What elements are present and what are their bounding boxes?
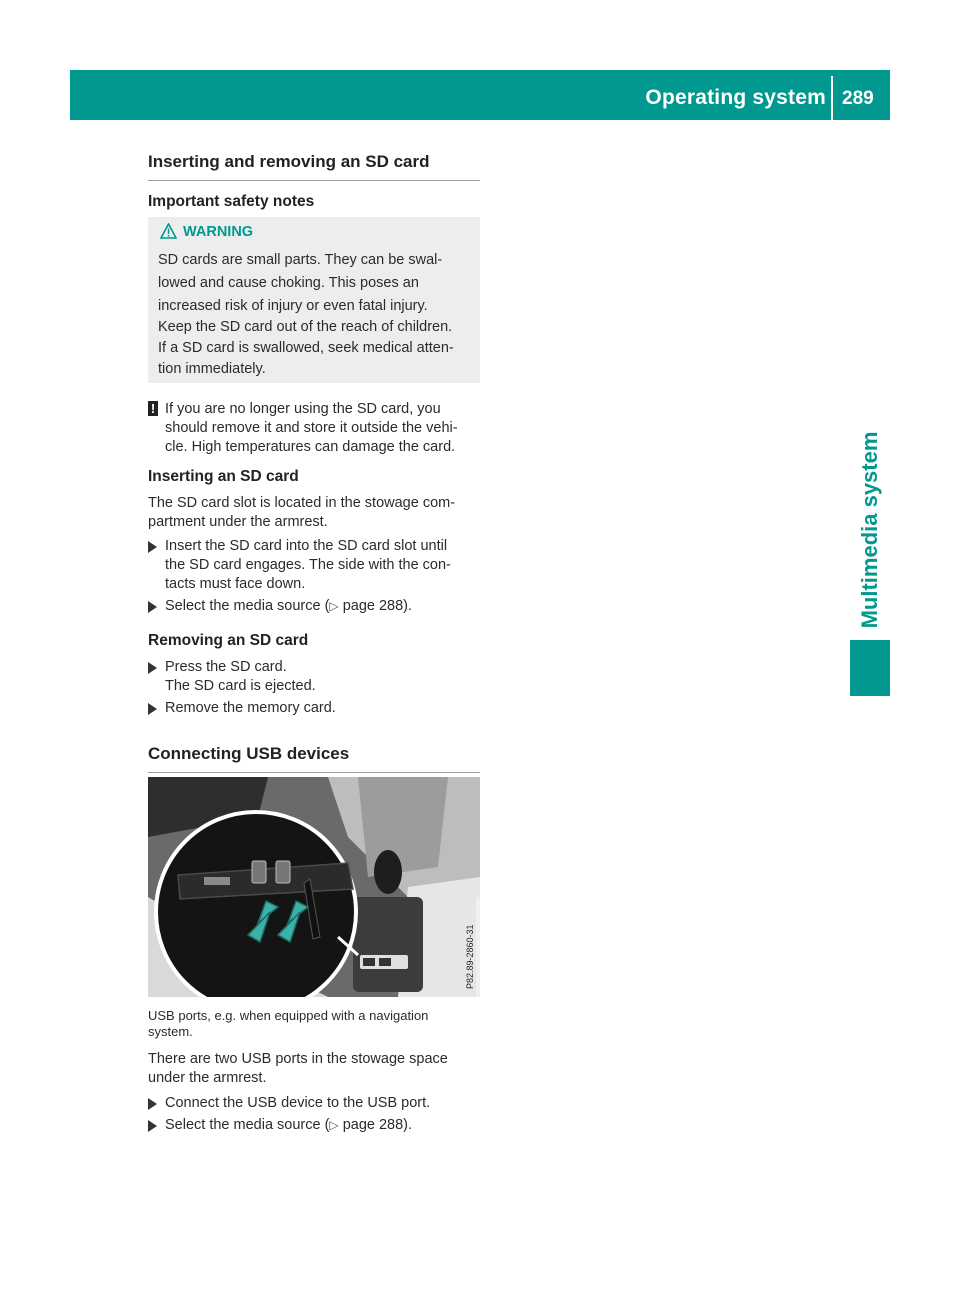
warning-text-line: Keep the SD card out of the reach of children.	[158, 319, 453, 335]
page-ref-icon: ▷	[329, 1118, 339, 1132]
paragraph-line: The SD card slot is located in the stowage com-	[148, 495, 456, 511]
arrow-bullet-icon	[148, 541, 157, 553]
warning-text-line: SD cards are small parts. They can be swal-	[158, 252, 443, 268]
warning-text-line: increased risk of injury or even fatal injury.	[158, 298, 428, 314]
step-line	[165, 1116, 482, 1135]
arrow-bullet-icon	[148, 1120, 157, 1132]
header-divider	[831, 76, 833, 120]
side-tab-label: Multimedia system	[857, 431, 882, 629]
page-number: 289	[842, 88, 874, 109]
step-line: tacts must face down.	[165, 576, 306, 592]
instruction-step	[148, 537, 482, 594]
instruction-step	[148, 1094, 482, 1113]
instruction-step	[148, 658, 482, 696]
usb-ports-photo	[148, 777, 480, 997]
step-line: Remove the memory card.	[165, 700, 336, 716]
image-code: P82.89-2860-31	[465, 924, 475, 989]
instruction-step	[148, 1116, 482, 1135]
note-paragraph	[148, 400, 482, 457]
step-line: the SD card engages. The side with the con-	[165, 557, 451, 573]
inserting-intro	[148, 494, 482, 532]
photo-caption	[148, 1008, 482, 1040]
paragraph-line: under the armrest.	[148, 1070, 267, 1086]
page-reference-link[interactable]: page 288).	[342, 1117, 413, 1133]
step-line: Insert the SD card into the SD card slot until	[165, 538, 448, 554]
subtitle-inserting: Inserting an SD card	[148, 468, 299, 485]
arrow-bullet-icon	[148, 662, 157, 674]
arrow-bullet-icon	[148, 1098, 157, 1110]
warning-text-line: tion immediately.	[158, 361, 266, 377]
warning-triangle-icon	[160, 223, 177, 239]
instruction-step	[148, 597, 482, 616]
caption-line: USB ports, e.g. when equipped with a navigation	[148, 1008, 429, 1023]
page-ref-icon: ▷	[329, 599, 339, 613]
warning-box	[148, 217, 480, 383]
step-text: Select the media source (	[165, 1117, 330, 1133]
subtitle-safety-notes: Important safety notes	[148, 193, 315, 210]
header-title: Operating system	[645, 86, 826, 109]
step-line: The SD card is ejected.	[165, 678, 316, 694]
note-line: cle. High temperatures can damage the card.	[165, 439, 456, 455]
subtitle-removing: Removing an SD card	[148, 632, 309, 649]
instruction-step	[148, 699, 482, 718]
section-title-usb: Connecting USB devices	[148, 744, 480, 773]
step-line: Press the SD card.	[165, 659, 287, 675]
page-reference-link[interactable]: page 288).	[342, 598, 413, 614]
step-line	[165, 597, 482, 616]
step-line: Connect the USB device to the USB port.	[165, 1095, 431, 1111]
step-text: Select the media source (	[165, 598, 330, 614]
arrow-bullet-icon	[148, 703, 157, 715]
warning-text-line: lowed and cause choking. This poses an	[158, 275, 419, 291]
note-line: If you are no longer using the SD card, you	[165, 401, 441, 417]
side-tab-marker	[850, 640, 890, 696]
section-title-sd-card: Inserting and removing an SD card	[148, 152, 480, 181]
paragraph-line: There are two USB ports in the stowage space	[148, 1051, 448, 1067]
note-line: should remove it and store it outside the vehi-	[165, 420, 458, 436]
caption-line: system.	[148, 1024, 193, 1039]
usb-intro	[148, 1050, 482, 1088]
arrow-bullet-icon	[148, 601, 157, 613]
warning-label: WARNING	[183, 224, 254, 240]
exclamation-icon: !	[148, 401, 158, 416]
usb-ports-illustration	[148, 777, 480, 997]
paragraph-line: partment under the armrest.	[148, 514, 328, 530]
warning-text-line: If a SD card is swallowed, seek medical atten-	[158, 340, 454, 356]
warning-heading	[160, 223, 253, 240]
